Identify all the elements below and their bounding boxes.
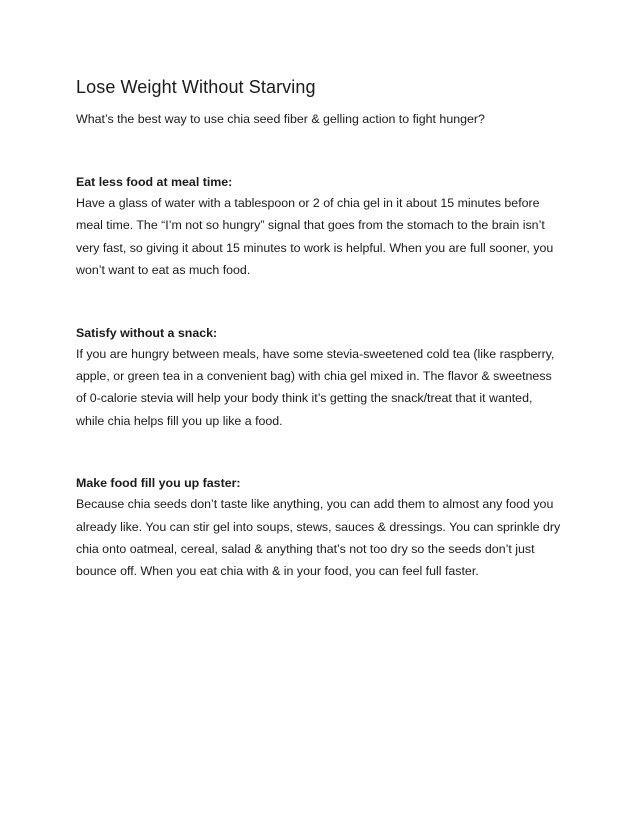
section-satisfy-without-snack (76, 323, 562, 433)
document-title: Lose Weight Without Starving (76, 77, 316, 97)
document-subtitle: What’s the best way to use chia seed fiber & gelling action to fight hunger? (76, 112, 485, 126)
section-body: If you are hungry between meals, have some stevia-sweetened cold tea (like raspberry, apple, or green tea in a convenient bag) with chia gel mixed in. The flavor & sweetness of 0-calorie stevia will help your body think it’s getting the snack/treat that it wanted, while chia helps fill you up like a food. (76, 346, 555, 428)
section-body: Have a glass of water with a tablespoon or 2 of chia gel in it about 15 minutes before meal time. The “I’m not so hungry” signal that goes from the stomach to the brain isn’t very fast, so giving it about 15 minutes to work is helpful. When you are full sooner, you won’t want to eat as much food. (76, 196, 554, 278)
section-fill-up-faster (76, 473, 562, 583)
section-heading: Satisfy without a snack: (76, 325, 218, 340)
section-heading: Make food fill you up faster: (76, 476, 241, 491)
section-eat-less (76, 172, 562, 282)
section-body: Because chia seeds don’t taste like anything, you can add them to almost any food you already like. You can stir gel into soups, stews, sauces & dressings. You can sprinkle dry chia onto oatmeal, cereal, salad & anything that’s not too dry so the seeds don’t just bounce off. When you eat chia with & in your food, you can feel full faster. (76, 497, 561, 579)
section-heading: Eat less food at meal time: (76, 175, 233, 189)
document-page (76, 74, 562, 583)
